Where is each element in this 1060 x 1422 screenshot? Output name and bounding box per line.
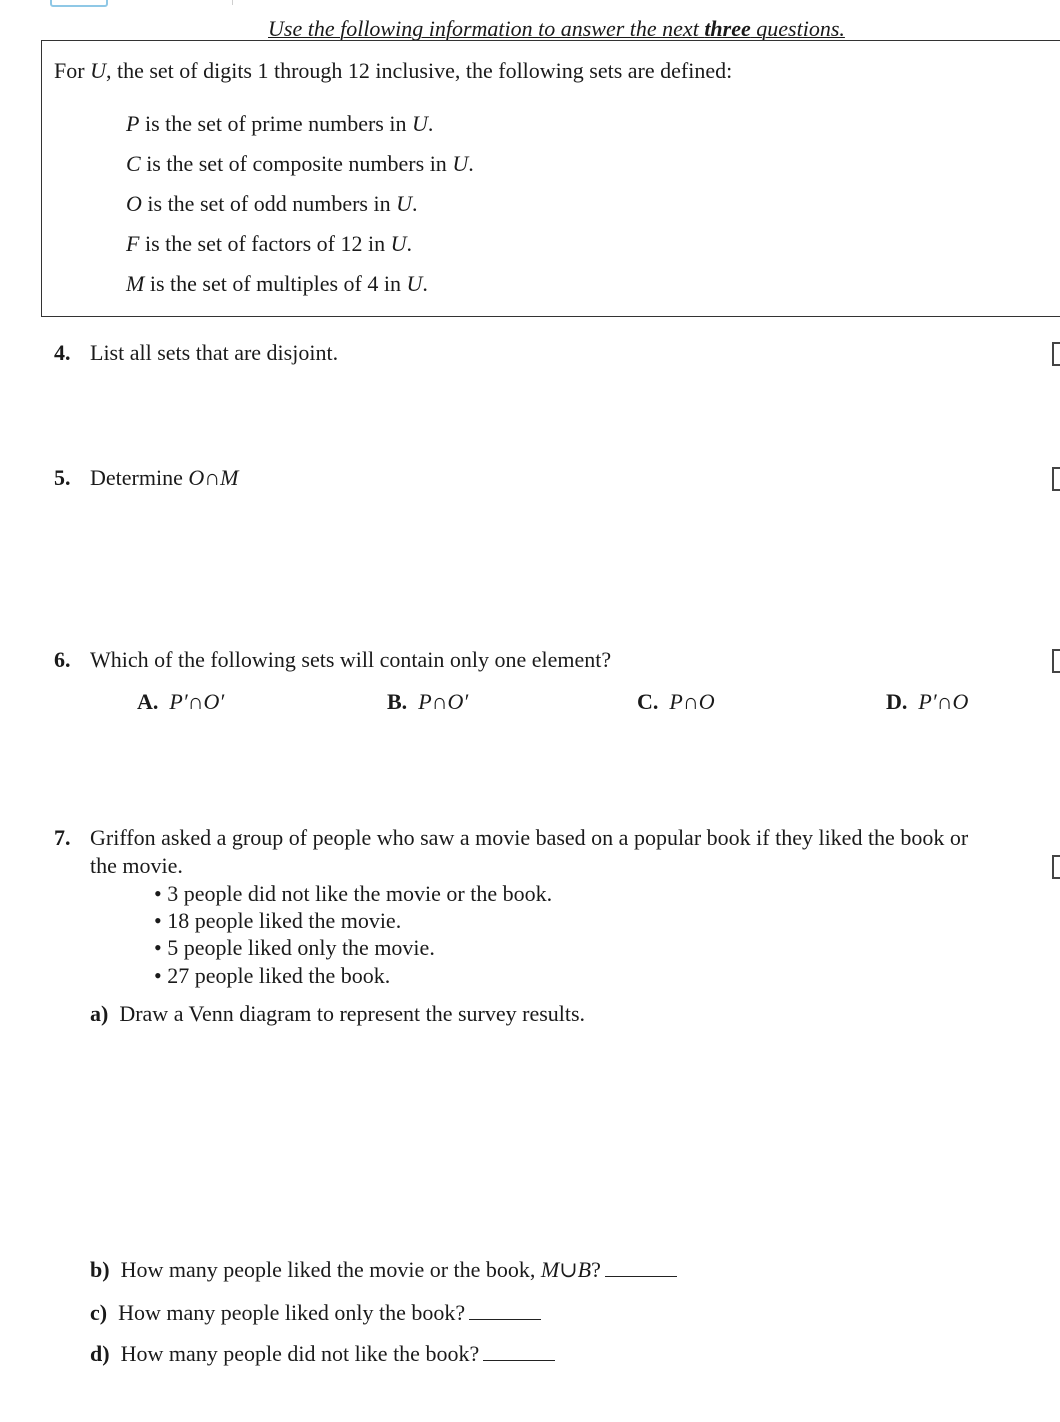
top-edge-tab bbox=[50, 0, 108, 7]
definition-f: F is the set of factors of 12 in U. bbox=[126, 231, 412, 256]
bullet-item: • 18 people liked the movie. bbox=[154, 908, 402, 933]
question-4-number: 4. bbox=[54, 340, 71, 365]
choice-b[interactable]: B. P∩O′ bbox=[387, 689, 469, 714]
question-7-line-2: the movie. bbox=[90, 853, 183, 878]
mark-bracket-q5 bbox=[1052, 467, 1060, 491]
question-5-expression: O∩M bbox=[188, 465, 239, 490]
choice-d[interactable]: D. P′∩O bbox=[886, 689, 969, 714]
question-5-number: 5. bbox=[54, 465, 71, 490]
answer-blank-7c[interactable] bbox=[469, 1301, 541, 1320]
question-5-text: Determine O∩M bbox=[90, 465, 239, 490]
definition-m: M is the set of multiples of 4 in U. bbox=[126, 271, 428, 296]
bullet-item: • 27 people liked the book. bbox=[154, 963, 391, 988]
definition-p: P is the set of prime numbers in U. bbox=[126, 111, 434, 136]
question-7a: a) Draw a Venn diagram to represent the survey results. bbox=[90, 1001, 586, 1026]
mark-bracket-q7 bbox=[1052, 855, 1060, 879]
question-6-text: Which of the following sets will contain only one element? bbox=[90, 647, 612, 672]
question-7-line-1: Griffon asked a group of people who saw a movie based on a popular book if they liked the book or bbox=[90, 825, 969, 850]
bullet-item: • 3 people did not like the movie or the book. bbox=[154, 881, 553, 906]
definition-o: O is the set of odd numbers in U. bbox=[126, 191, 418, 216]
answer-blank-7d[interactable] bbox=[483, 1342, 555, 1361]
definition-c: C is the set of composite numbers in U. bbox=[126, 151, 474, 176]
intro-instruction: Use the following information to answer the next three questions. bbox=[268, 16, 845, 41]
question-7d: d) How many people did not like the book? bbox=[90, 1341, 555, 1367]
choice-c[interactable]: C. P∩O bbox=[637, 689, 715, 714]
question-7c: c) How many people liked only the book? bbox=[90, 1300, 541, 1326]
question-7-number: 7. bbox=[54, 825, 71, 850]
question-6-number: 6. bbox=[54, 647, 71, 672]
bullet-item: • 5 people liked only the movie. bbox=[154, 935, 435, 960]
mark-bracket-q4 bbox=[1052, 342, 1060, 366]
mark-bracket-q6 bbox=[1052, 649, 1060, 673]
top-edge-mark bbox=[232, 0, 233, 5]
answer-blank-7b[interactable] bbox=[605, 1258, 677, 1277]
question-4-text: List all sets that are disjoint. bbox=[90, 340, 339, 365]
choice-a[interactable]: A. P′∩O′ bbox=[137, 689, 225, 714]
question-7b: b) How many people liked the movie or the book, M∪B? bbox=[90, 1257, 677, 1283]
universal-set-statement: For U, the set of digits 1 through 12 inclusive, the following sets are defined: bbox=[54, 58, 733, 83]
